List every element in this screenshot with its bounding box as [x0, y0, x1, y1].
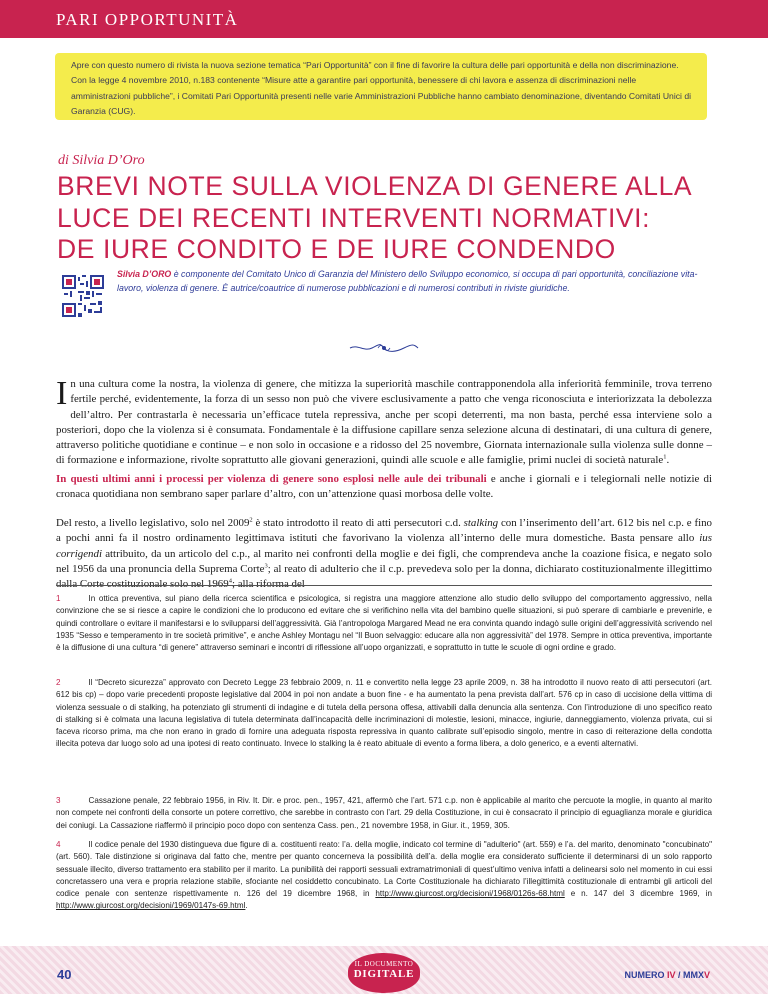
footnote-divider — [56, 585, 712, 586]
p3-part-f: ; alla riforma del — [231, 578, 305, 591]
issue-prefix: NUMERO — [624, 970, 667, 980]
footnote-4-link-1[interactable]: http://www.giurcost.org/decisioni/1968/0126s-68.html — [375, 889, 565, 899]
section-label: PARI OPPORTUNITÀ — [56, 10, 239, 29]
footnote-4-number: 4 — [56, 840, 61, 849]
footnote-ref-2[interactable]: 2 — [249, 516, 253, 524]
p3-part-a: Del resto, a livello legislativo, solo nel 2009 — [56, 517, 250, 529]
footnote-2-number: 2 — [56, 678, 61, 687]
footnote-ref-3[interactable]: 3 — [264, 562, 268, 570]
byline: di Silvia D’Oro — [58, 153, 145, 168]
footnote-2-text: Il “Decreto sicurezza” approvato con Decreto Legge 23 febbraio 2009, n. 11 e convertito nella legge 23 aprile 2009, n. 38 ha introdotto il nuovo reato di atti persecutori (art. 612 bis cp) – dopo varie precedenti proposte legislative dal 2004 in poi non andate a buon fine - e ha aumentato la pena prevista dall’art. 576 cp in caso di uccisione della vittima di violenza sessuale o di stalking, ha potenziato gli strumenti di indagine e di tutela della persona offesa, attivabili dalla denuncia alla sentenza. Con l’introduzione di uno specifico reato di stalking si è colmata una lacuna legislativa di tutela determinata dall’incapacità delle incriminazioni di molestie, lesioni, minacce, ingiurie, danneggiamento, violenza privata, cui si faceva ricorso prima, ma che non erano in grado di fornire una adeguata risposta repressiva in quanto calibrate sull’episodio singolo, mentre in caso di reiterazione della condotta illecita poteva dar luogo solo ad una ipotesi di reato continuato. Invece lo stalking la è reato abituale di evento a forma libera, a dolo generico, e a eventi alternativi. — [56, 678, 712, 749]
paragraph-3 — [56, 516, 712, 592]
footnote-1 — [56, 593, 712, 654]
footnote-3-number: 3 — [56, 796, 61, 805]
footnote-2 — [56, 677, 712, 751]
paragraph-2-text: e anche i giornali e i telegiornali nelle notizie di cronaca quotidiana non sembrano saper parlare d’altro, con un’attenzione quasi morbosa delle volte. — [56, 473, 712, 501]
p3-italic-ius: ius corrigendi — [56, 532, 712, 560]
footnote-1-number: 1 — [56, 594, 61, 603]
footnote-4-end: . — [245, 901, 248, 911]
footnote-3 — [56, 795, 712, 832]
title-line-3: DE IURE CONDITO E DE IURE CONDENDO — [57, 234, 616, 264]
brand-logo — [348, 953, 420, 993]
drop-cap: I — [56, 375, 68, 412]
paragraph-2 — [56, 472, 712, 503]
article-title — [57, 171, 717, 266]
footnote-ref-1[interactable]: 1 — [663, 453, 667, 461]
footnote-4-link-2[interactable]: http://www.giurcost.org/decisioni/1969/0147s-69.html — [56, 901, 246, 911]
issue-roman: IV — [666, 970, 676, 980]
p3-part-b: è stato introdotto il reato di atti persecutori c.d. — [252, 517, 464, 529]
intro-box: Apre con questo numero di rivista la nuova sezione tematica “Pari Opportunità” con il fine di favorire la cultura delle pari opportunità e della non discriminazione. Con la legge 4 novembre 2010, n.183 contenente “Misure atte a garantire pari opportunità, benessere di chi lavora e assenza di discriminazioni nelle amministrazioni pubbliche”, i Comitati Pari Opportunità presenti nelle varie Amministrazioni Pubbliche hanno cambiato denominazione, diventando Comitati Unici di Garanzia (CUG). — [55, 53, 707, 120]
paragraph-1-end: . — [666, 454, 670, 467]
qr-code-icon[interactable] — [62, 275, 104, 317]
issue-number — [624, 970, 710, 980]
issue-last: V — [703, 970, 710, 980]
bio-text: è componente del Comitato Unico di Garanzia del Ministero dello Sviluppo economico, si occupa di pari opportunità, conciliazione vita-lavoro, violenza di genere. È autrice/coautrice di numerose pubblicazioni e di numerosi contributi in riviste giuridiche. — [117, 269, 698, 293]
footnote-ref-4[interactable]: 4 — [228, 577, 232, 585]
footnote-4 — [56, 839, 712, 913]
page-number: 40 — [57, 967, 72, 982]
logo-top-text: IL DOCUMENTO — [354, 960, 414, 968]
footnote-3-text: Cassazione penale, 22 febbraio 1956, in Riv. It. Dir. e proc. pen., 1957, 421, affermò che l’art. 571 c.p. non è applicabile al marito che percuote la moglie, in quanto al marito non compete nei confronti della consorte un potere correttivo, che sarebbe in contrasto con l’art. 29 della Costituzione, in cui è consacrato il principio di eguaglianza morale e giuridica dei coniugi. La Cassazione riaffermò il principio poco dopo con sentenza Cass. pen., 21 novembre 1958, in Giur. it., 1959, 305. — [56, 796, 712, 830]
footnote-4-mid: e n. 147 del 3 dicembre 1969, in — [564, 889, 713, 899]
author-bio — [117, 268, 707, 295]
title-line-2: LUCE DEI RECENTI INTERVENTI NORMATIVI: — [57, 202, 651, 233]
bio-author-name: Silvia D’ORO — [117, 269, 172, 279]
ornament-divider-icon — [348, 341, 420, 355]
paragraph-1 — [56, 377, 712, 469]
p3-italic-stalking: stalking — [463, 517, 499, 529]
p3-part-d: attribuito, da un articolo del c.p., al marito nei confronti della moglie e dei figli, che comprendeva anche la coazione fisica, e negato solo nel 1956 da una pronuncia della Suprema Corte — [56, 547, 712, 575]
p3-part-c: con l’inserimento dell’art. 612 bis nel c.p. e fino a pochi anni fa il nostro ordinamento legittimava istituti che favorivano la violenza all’interno delle mura domestiche. Basta pensare allo — [56, 517, 712, 545]
footnote-4-text: Il codice penale del 1930 distingueva due figure di a. costituenti reato: l’a. della moglie, indicato col termine di "adulterio" (art. 559) e l’a. del marito, denominato "concubinato" (art. 560). Tale distinzione si originava dal fatto che, mentre per quanto concerneva la possibilità dell’a. della moglie era considerato sufficiente il determinarsi di un solo rapporto sessuale illecito, diverso trattamento era stabilito per il marito. La punibilità dei rapporti sessuali extramatrimoniali di quest’ultimo veniva infatti a delinearsi solo nel momento in cui essi concretassero una vera e propria relazione stabile, sfociante nel cosiddetto concubinato. La Corte Costituzionale ha dichiarato l’illegittimità costituzionale di entrambi gli articoli del codice penale con sentenze rispettivamente n. 126 del 19 dicembre 1968, in — [56, 840, 712, 899]
p3-part-e: ; al reato di adulterio che il c.p. prevedeva solo per la donna, dichiarato costituzionalmente illegittimo dalla Corte costituzionale solo nel 1969 — [56, 562, 712, 591]
issue-mid: / MMX — [675, 970, 704, 980]
paragraph-1-text: n una cultura come la nostra, la violenza di genere, che mitizza la superiorità maschile contrapponendola alla inferiorità femminile, trova terreno fertile perché, evidentemente, la forza di un sesso non può che vivere esclusivamente a patto che venga riconosciuta e interiorizzata la debolezza dell’altro. Per contrastarla è necessaria un’efficace tutela repressiva, anche per scopi deterrenti, ma non basta, perché essa interviene solo a posteriori, dopo che la violenza si è consumata. Fondamentale è la diffusione capillare senza selezione alcuna di destinatari, di una cultura di genere, attraverso politiche quotidiane e continue – e non solo in occasione e a ridosso del 25 novembre, Giornata internazionale sulla violenza sulle donne – di formazione e informazione, rivolte soprattutto alle giovani generazioni, quindi alle scuole e alle famiglie, primi nuclei di società naturale — [56, 378, 712, 467]
footnote-1-text: In ottica preventiva, sul piano della ricerca scientifica e psicologica, si registra una maggiore attenzione allo studio dello sviluppo del comportamento aggressivo, nella convinzione che se si riesce a capire le condizioni che lo producono ed evitare che si verifichino nella vita del bambino quelle situazioni, si può sperare di cambiarle e prevenirle, e quindi controllare o evitare il manifestarsi e lo svilupparsi dell’aggressività. Già l’antropologa Margared Mead ne era convinta quando indagò sulle origini dell’aggressività scrivendo nel 1935 “Sesso e temperamento in tre società primitive”, e anche Ashley Montagu nel “Il Buon selvaggio: educare alla non aggressività” del 1978. Sempre in ottica preventiva, importante è la diffusione di una cultura “di genere” attraverso seminari e incontri di riflessione all’uopo organizzati, e soprattutto in tutte le scuole di ogni ordine e grado. — [56, 594, 712, 653]
paragraph-2-highlight: In questi ultimi anni i processi per violenza di genere sono esplosi nelle aule dei tribunali — [56, 473, 487, 485]
title-line-1: BREVI NOTE SULLA VIOLENZA DI GENERE ALLA — [57, 171, 693, 201]
section-banner — [0, 0, 768, 38]
logo-bottom-text: DIGITALE — [353, 968, 415, 980]
